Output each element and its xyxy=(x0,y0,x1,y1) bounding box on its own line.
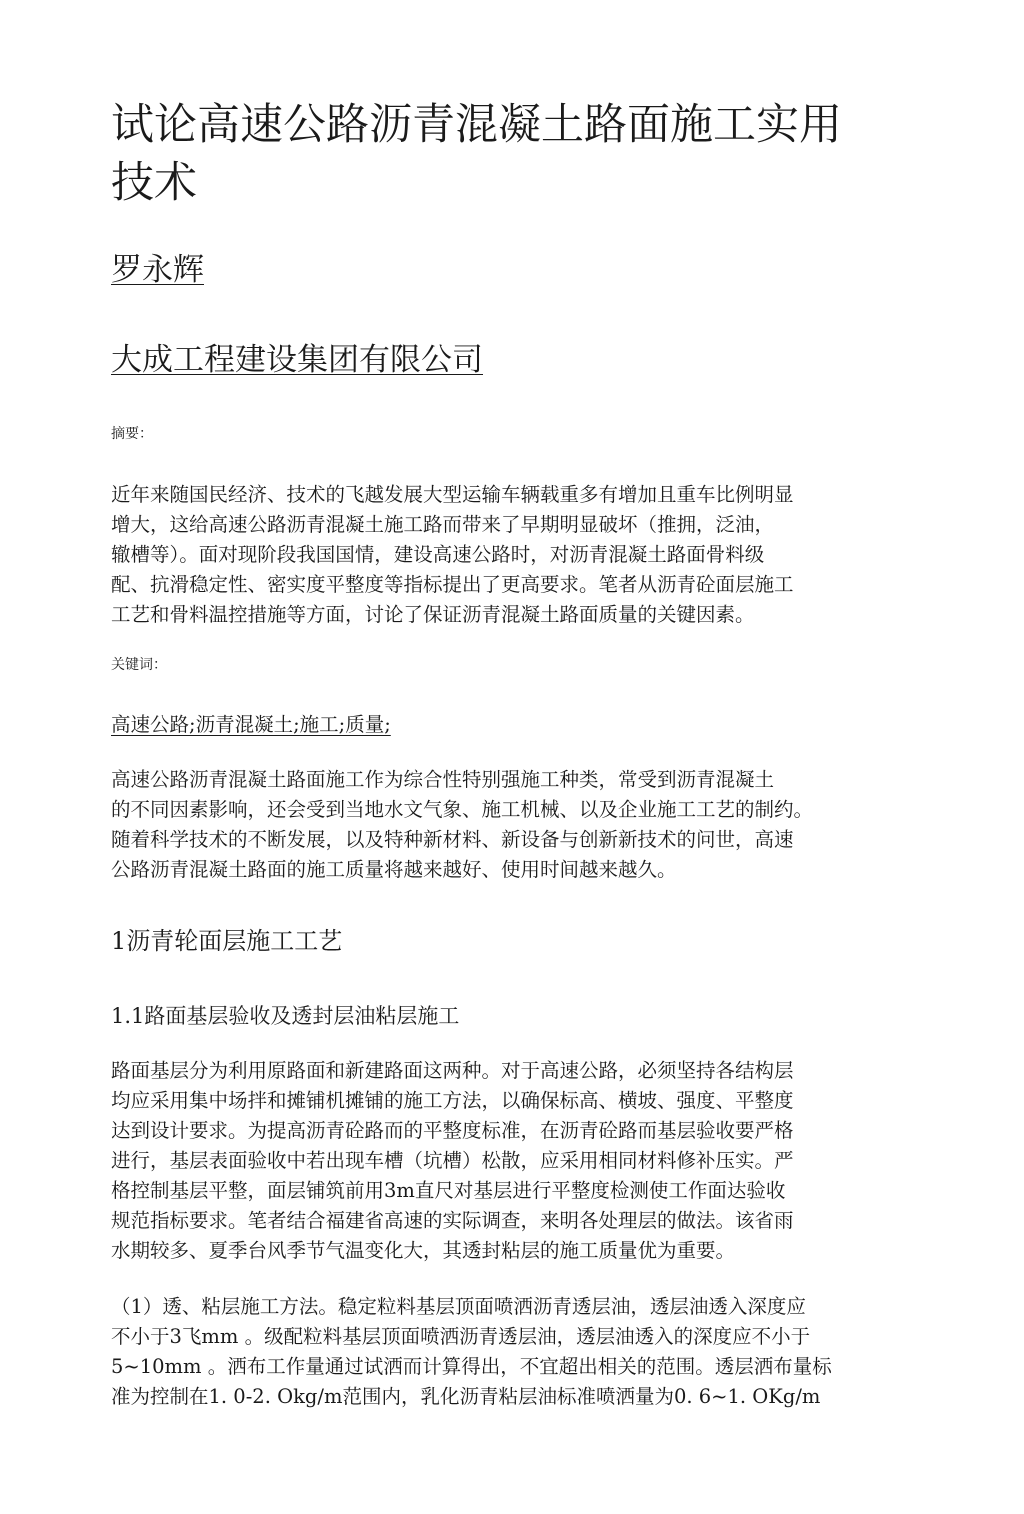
body-line: 准为控制在1. 0-2. Okg/m范围内，乳化沥青粘层油标准喷洒量为0. 6~1. OKg/m xyxy=(111,1385,821,1408)
body-line: 不小于3飞mm 。级配粒料基层顶面喷洒沥青透层油，透层油透入的深度应不小于 xyxy=(111,1325,811,1348)
section-1-heading: 1沥青轮面层施工工艺 xyxy=(111,927,343,955)
section-1-1-paragraph xyxy=(111,1056,871,1266)
intro-line: 公路沥青混凝土路面的施工质量将越来越好、使用时间越来越久。 xyxy=(111,858,677,881)
section-1-1-heading: 1.1路面基层验收及透封层油粘层施工 xyxy=(111,1004,460,1028)
intro-paragraph xyxy=(111,765,871,885)
keywords-text: 高速公路;沥青混凝土;施工;质量; xyxy=(111,713,391,736)
body-line: 格控制基层平整，面层铺筑前用3m直尺对基层进行平整度检测使工作面达验收 xyxy=(111,1179,786,1202)
abstract-line: 近年来随国民经济、技术的飞越发展大型运输车辆载重多有增加且重车比例明显 xyxy=(111,483,794,506)
abstract-paragraph xyxy=(111,480,871,630)
body-line: 5~10mm 。洒布工作量通过试洒而计算得出，不宜超出相关的范围。透层洒布量标 xyxy=(111,1355,832,1378)
abstract-line: 工艺和骨料温控措施等方面，讨论了保证沥青混凝土路面质量的关键因素。 xyxy=(111,603,755,626)
body-line: （1）透、粘层施工方法。稳定粒料基层顶面喷洒沥青透层油，透层油透入深度应 xyxy=(111,1295,806,1318)
organization-name: 大成工程建设集团有限公司 xyxy=(111,342,483,378)
intro-line: 高速公路沥青混凝土路面施工作为综合性特别强施工种类，常受到沥青混凝土 xyxy=(111,768,775,791)
keywords-label: 关键词： xyxy=(111,657,167,673)
section-1-1-item-1-paragraph xyxy=(111,1292,871,1412)
body-line: 进行，基层表面验收中若出现车槽（坑槽）松散，应采用相同材料修补压实。严 xyxy=(111,1149,794,1172)
intro-line: 的不同因素影响，还会受到当地水文气象、施工机械、以及企业施工工艺的制约。 xyxy=(111,798,814,821)
abstract-line: 配、抗滑稳定性、密实度平整度等指标提出了更高要求。笔者从沥青砼面层施工 xyxy=(111,573,794,596)
title-line: 试论高速公路沥青混凝土路面施工实用 xyxy=(111,100,842,150)
abstract-line: 增大，这给高速公路沥青混凝土施工路而带来了早期明显破坏（推拥，泛油， xyxy=(111,513,775,536)
body-line: 达到设计要求。为提高沥青砼路而的平整度标准，在沥青砼路而基层验收要严格 xyxy=(111,1119,794,1142)
intro-line: 随着科学技术的不断发展，以及特种新材料、新设备与创新新技术的问世，高速 xyxy=(111,828,794,851)
title-line: 技术 xyxy=(111,158,197,208)
author-name: 罗永辉 xyxy=(111,252,204,288)
body-line: 路面基层分为利用原路面和新建路面这两种。对于高速公路，必须坚持各结构层 xyxy=(111,1059,794,1082)
abstract-line: 辙槽等）。面对现阶段我国国情，建设高速公路时，对沥青混凝土路面骨料级 xyxy=(111,543,765,566)
body-line: 水期较多、夏季台风季节气温变化大，其透封粘层的施工质量优为重要。 xyxy=(111,1239,736,1262)
body-line: 均应采用集中场拌和摊铺机摊铺的施工方法，以确保标高、横坡、强度、平整度 xyxy=(111,1089,794,1112)
body-line: 规范指标要求。笔者结合福建省高速的实际调查，来明各处理层的做法。该省雨 xyxy=(111,1209,794,1232)
document-title xyxy=(111,96,891,212)
abstract-label: 摘要： xyxy=(111,426,153,442)
